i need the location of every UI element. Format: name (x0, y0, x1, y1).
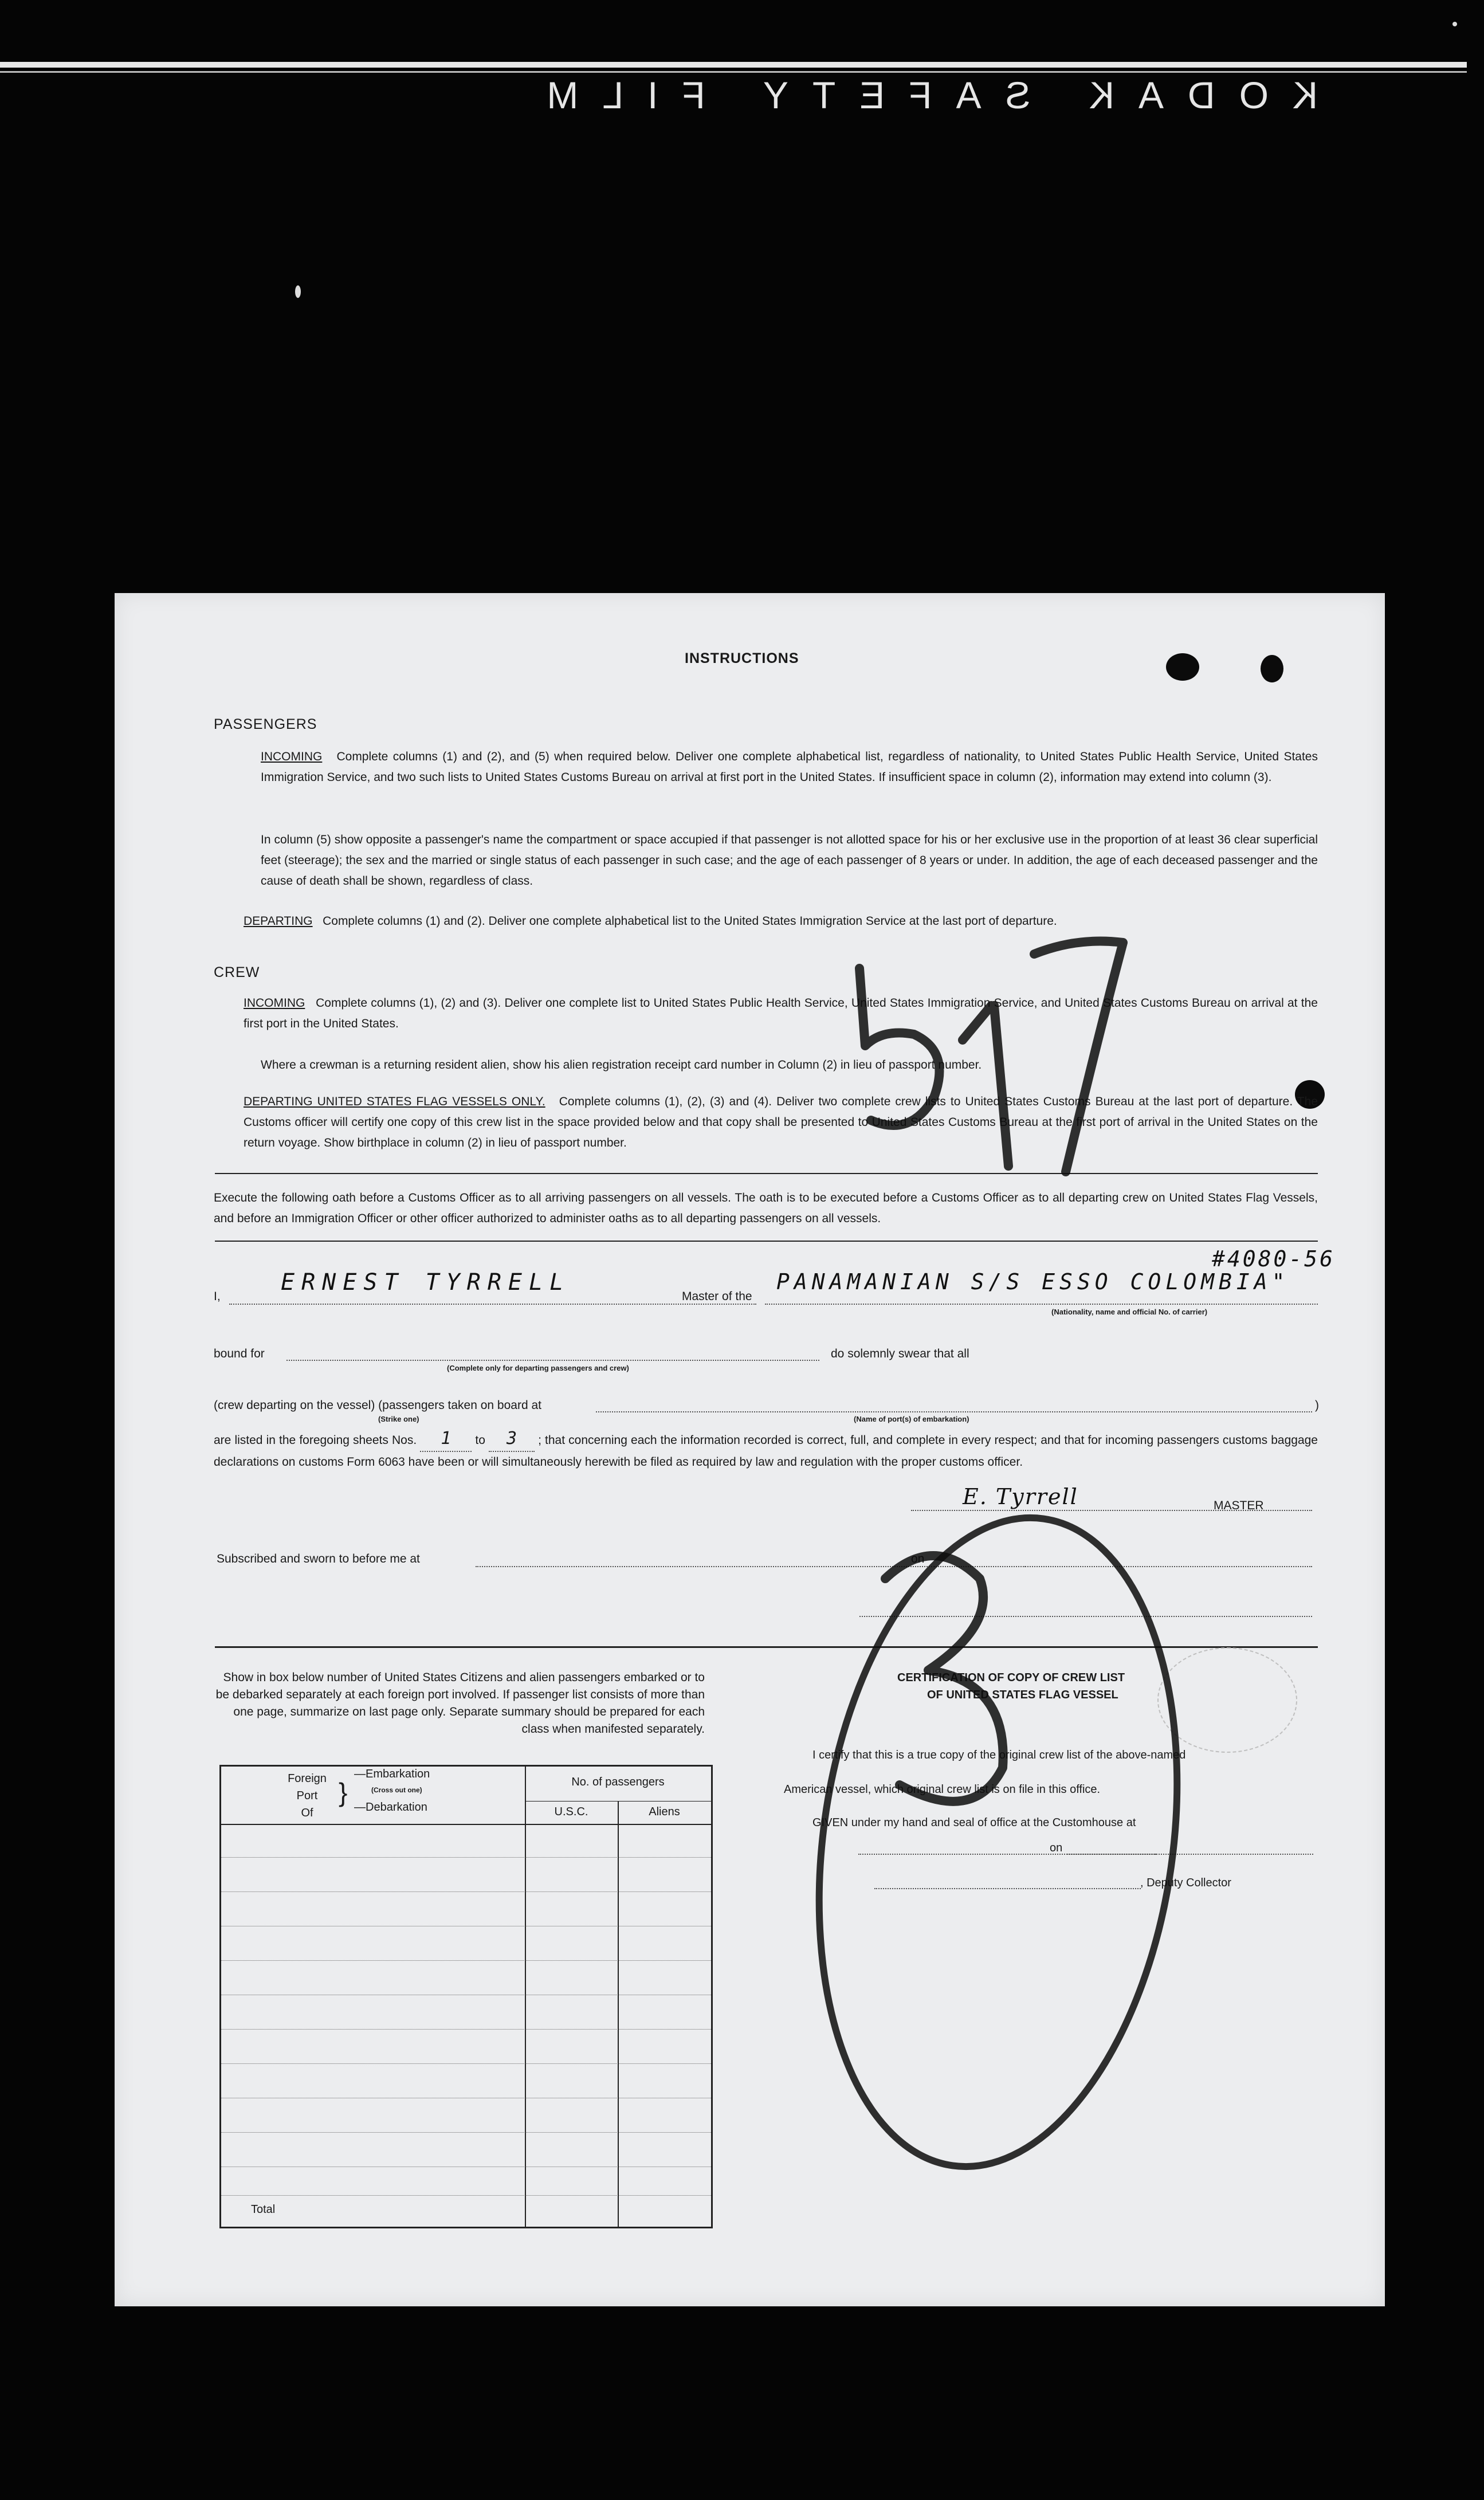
strike-one-caption: (Strike one) (378, 1415, 419, 1423)
sheets-prefix: are listed in the foregoing sheets Nos. (214, 1434, 417, 1447)
bound-for-label: bound for (214, 1347, 265, 1360)
circle-around-3 (780, 1494, 1217, 2190)
file-number-handwritten: #4080-56 (1212, 1246, 1336, 1271)
cross-out-caption: (Cross out one) (371, 1786, 422, 1794)
vessel-caption: (Nationality, name and official No. of carrier) (1051, 1308, 1208, 1316)
passengers-column5-text: In column (5) show opposite a passenger's name the compartment or space accupied if that passenger is not allotted space for his or her exclusive use in the proportion of at least 36 clear superficial feet (steerage); the sex and the married or single status of each passenger in such case; and the age of each passenger of 8 years or under. In addition, the age of each deceased passenger and the cause of death shall be shown, regardless of class. (261, 833, 1318, 888)
film-edge-text: KODAK SAFETY FILM (523, 74, 1318, 116)
passengers-departing-label: DEPARTING (244, 915, 313, 928)
no-of-passengers-label: No. of passengers (571, 1776, 665, 1788)
crew-departing-text: Complete columns (1), (2), (3) and (4). Deliver two complete crew lists to United States Customs Bureau at the last port of departure. The Customs officer will certify one copy of this crew list in the space provided below and that copy shall be presented to United States Customs Bureau at the first port of arrival in the United States on the return voyage. Show birthplace in column (2) in lieu of passport number. (244, 1095, 1318, 1149)
usc-header: U.S.C. (554, 1806, 588, 1818)
summary-instruction: Show in box below number of United States Citizens and alien passengers embarked or to be debarked separately at each foreign port involved. If passenger list consists of more than one page, summarize on last page only. Separate summary should be prepared for each class when manifested separately. (215, 1671, 705, 1736)
certification-line-3: GIVEN under my hand and seal of office at the Customhouse at (812, 1816, 1136, 1829)
crew-departing-label: DEPARTING UNITED STATES FLAG VESSELS ONLY. (244, 1095, 545, 1108)
passengers-incoming-text: Complete columns (1) and (2), and (5) when required below. Deliver one complete alphabetical list, regardless of nationality, to United States Public Health Service, United States Immigration Service, and two such lists to United States Customs Bureau on arrival at first port in the United States. If insufficient space in column (2), information may extend into column (3). (261, 750, 1318, 784)
certification-heading-2: OF UNITED STATES FLAG VESSEL (927, 1689, 1118, 1701)
foreign-label: Foreign (288, 1772, 327, 1785)
bound-for-caption: (Complete only for departing passengers and crew) (447, 1364, 629, 1372)
embarkation-label: —Embarkation (354, 1768, 430, 1780)
master-of-label: Master of the (682, 1290, 752, 1303)
vessel-handwritten[interactable]: PANAMANIAN S/S ESSO COLOMBIA" (776, 1269, 1290, 1294)
sheets-to-label: to (475, 1434, 485, 1447)
total-label: Total (251, 2203, 276, 2216)
passengers-heading: PASSENGERS (214, 716, 317, 732)
film-edge-line (0, 71, 1467, 73)
crew-heading: CREW (214, 964, 260, 980)
crayon-annotations (115, 593, 1385, 2306)
swear-label: do solemnly swear that all (831, 1347, 969, 1360)
crew-incoming-text: Complete columns (1), (2) and (3). Deliver one complete list to United States Public Health Service, United States Immigration Service, and United States Customs Bureau on arrival at the first port in the United States. (244, 996, 1318, 1030)
debarkation-label: —Debarkation (354, 1801, 427, 1814)
subscribed-on-label: on (911, 1552, 925, 1565)
certification-line-2: American vessel, which original crew list is on file in this office. (784, 1783, 1101, 1796)
film-edge-strip (0, 62, 1467, 68)
passengers-departing-text: Complete columns (1) and (2). Deliver one complete alphabetical list to the United States Immigration Service at the last port of departure. (323, 915, 1057, 928)
aliens-header: Aliens (649, 1806, 680, 1818)
master-name-handwritten[interactable]: ERNEST TYRRELL (281, 1269, 571, 1296)
brace-glyph: } (339, 1777, 348, 1807)
oath-i-label: I, (214, 1290, 221, 1303)
film-speck (295, 285, 301, 298)
deputy-collector-label: , Deputy Collector (1140, 1877, 1231, 1889)
subscribed-label: Subscribed and sworn to before me at (217, 1552, 420, 1565)
close-paren: ) (1315, 1399, 1319, 1412)
circled-number-3 (885, 1556, 1003, 1802)
master-label: MASTER (1214, 1499, 1264, 1512)
of-label: Of (301, 1807, 313, 1819)
crew-resident-text: Where a crewman is a returning resident alien, show his alien registration receipt card number in Column (2) in lieu of passport number. (261, 1058, 982, 1072)
port-label: Port (296, 1789, 318, 1802)
film-speck (1452, 22, 1457, 26)
crew-passengers-label: (crew departing on the vessel) (passengers taken on board at (214, 1399, 541, 1412)
form-title: INSTRUCTIONS (685, 650, 799, 666)
form-page (115, 593, 1385, 2306)
certification-on-label: on (1050, 1842, 1063, 1854)
ports-caption: (Name of port(s) of embarkation) (854, 1415, 969, 1423)
master-signature: E. Tyrrell (963, 1484, 1078, 1509)
certification-heading-1: CERTIFICATION OF COPY OF CREW LIST (897, 1671, 1125, 1684)
sheet-to-value: 3 (506, 1428, 517, 1449)
sheets-suffix: ; that concerning each the information recorded is correct, full, and complete in every respect; and that for incoming passengers customs baggage declarations on customs Form 6063 have been or will simultaneously herewith be filed as required by law and regulation with the proper customs officer. (214, 1434, 1318, 1469)
passengers-incoming-label: INCOMING (261, 750, 323, 763)
certification-line-1: I certify that this is a true copy of the original crew list of the above-named (812, 1749, 1186, 1761)
large-number-517 (859, 941, 1123, 1172)
oath-instruction: Execute the following oath before a Customs Officer as to all arriving passengers on all vessels. The oath is to be executed before a Customs Officer as to all departing crew on United States Flag Vessels, and before an Immigration Officer or other officer authorized to administer oaths as to all departing passengers on all vessels. (214, 1191, 1318, 1225)
sheet-from-value: 1 (441, 1428, 452, 1449)
crew-incoming-label: INCOMING (244, 996, 305, 1010)
